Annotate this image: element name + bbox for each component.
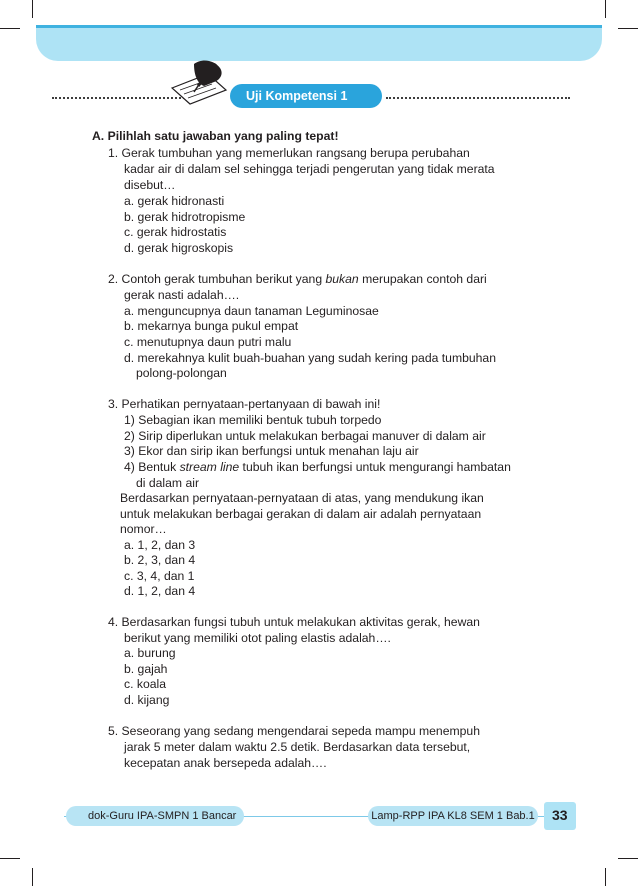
header-band [36,25,602,61]
question-2-option-d-cont: polong-polongan [136,366,227,380]
question-1-text: disebut… [124,178,176,192]
question-2-option-a: a. menguncupnya daun tanaman Leguminosae [124,304,379,318]
crop-mark [618,858,638,859]
crop-mark [605,868,606,886]
question-1-option-b: b. gerak hidrotropisme [124,210,246,224]
statement-emphasis: stream line [179,460,240,474]
header-rule [36,25,602,28]
crop-mark [605,0,606,18]
question-3-option-b: b. 2, 3, dan 4 [124,553,196,567]
statement-part: 4) Bentuk [124,460,180,474]
question-2-text: gerak nasti adalah…. [124,288,240,302]
question-3-prompt: Berdasarkan pernyataan-pernyataan di atas, yang mendukung ikan [120,491,484,505]
question-4-option-b: b. gajah [124,662,168,676]
question-3-text: 3. Perhatikan pernyataan-pertanyaan di bawah ini! [108,397,381,411]
footer-source: dok-Guru IPA-SMPN 1 Bancar [66,806,244,826]
question-4-text: 4. Berdasarkan fungsi tubuh untuk melakukan aktivitas gerak, hewan [108,615,480,629]
question-3-statement-1: 1) Sebagian ikan memiliki bentuk tubuh torpedo [124,413,382,427]
crop-mark [32,868,33,886]
question-3-option-c: c. 3, 4, dan 1 [124,569,195,583]
question-1-option-d: d. gerak higroskopis [124,241,234,255]
crop-mark [32,0,33,18]
question-4-option-d: d. kijang [124,693,170,707]
header-dotted-rule-right [386,97,570,99]
question-3-statement-4 [124,460,511,476]
crop-mark [0,858,20,859]
footer-document-ref: Lamp-RPP IPA KL8 SEM 1 Bab.1 [368,806,538,826]
question-5-text: kecepatan anak bersepeda adalah…. [124,756,327,770]
question-4-option-c: c. koala [124,677,167,691]
section-heading: A. Pilihlah satu jawaban yang paling tepat! [92,129,339,143]
question-4-text: berikut yang memiliki otot paling elastis adalah…. [124,631,391,645]
question-5-text: 5. Seseorang yang sedang mengendarai sepeda mampu menempuh [108,724,480,738]
statement-part: tubuh ikan berfungsi untuk mengurangi hambatan [239,460,511,474]
question-3-statement-4-cont: di dalam air [136,476,199,490]
writing-hand-icon [168,56,238,106]
question-3-statement-2: 2) Sirip diperlukan untuk melakukan berbagai manuver di dalam air [124,429,486,443]
question-1-option-a: a. gerak hidronasti [124,194,225,208]
question-3-option-d: d. 1, 2, dan 4 [124,584,196,598]
question-5-text: jarak 5 meter dalam waktu 2.5 detik. Berdasarkan data tersebut, [124,740,471,754]
question-2-option-c: c. menutupnya daun putri malu [124,335,292,349]
question-4-option-a: a. burung [124,646,176,660]
page-number: 33 [552,807,568,823]
question-1-text: kadar air di dalam sel sehingga terjadi pengerutan yang tidak merata [124,162,495,176]
question-2-emphasis: bukan [325,272,359,286]
question-3-statement-3: 3) Ekor dan sirip ikan berfungsi untuk menahan laju air [124,444,419,458]
crop-mark [0,28,20,29]
section-title-badge: Uji Kompetensi 1 [230,84,382,108]
question-2-option-b: b. mekarnya bunga pukul empat [124,319,299,333]
question-1-text: 1. Gerak tumbuhan yang memerlukan rangsang berupa perubahan [108,146,470,160]
question-2-option-d: d. merekahnya kulit buah-buahan yang sudah kering pada tumbuhan [124,351,496,365]
question-2-text-part: 2. Contoh gerak tumbuhan berikut yang [108,272,326,286]
question-2-text-part: merupakan contoh dari [358,272,487,286]
question-2-text [108,272,487,288]
question-3-prompt: untuk melakukan berbagai gerakan di dalam air adalah pernyataan [120,507,482,521]
crop-mark [618,28,638,29]
question-3-prompt: nomor… [120,522,167,536]
question-1-option-c: c. gerak hidrostatis [124,225,227,239]
question-3-option-a: a. 1, 2, dan 3 [124,538,196,552]
